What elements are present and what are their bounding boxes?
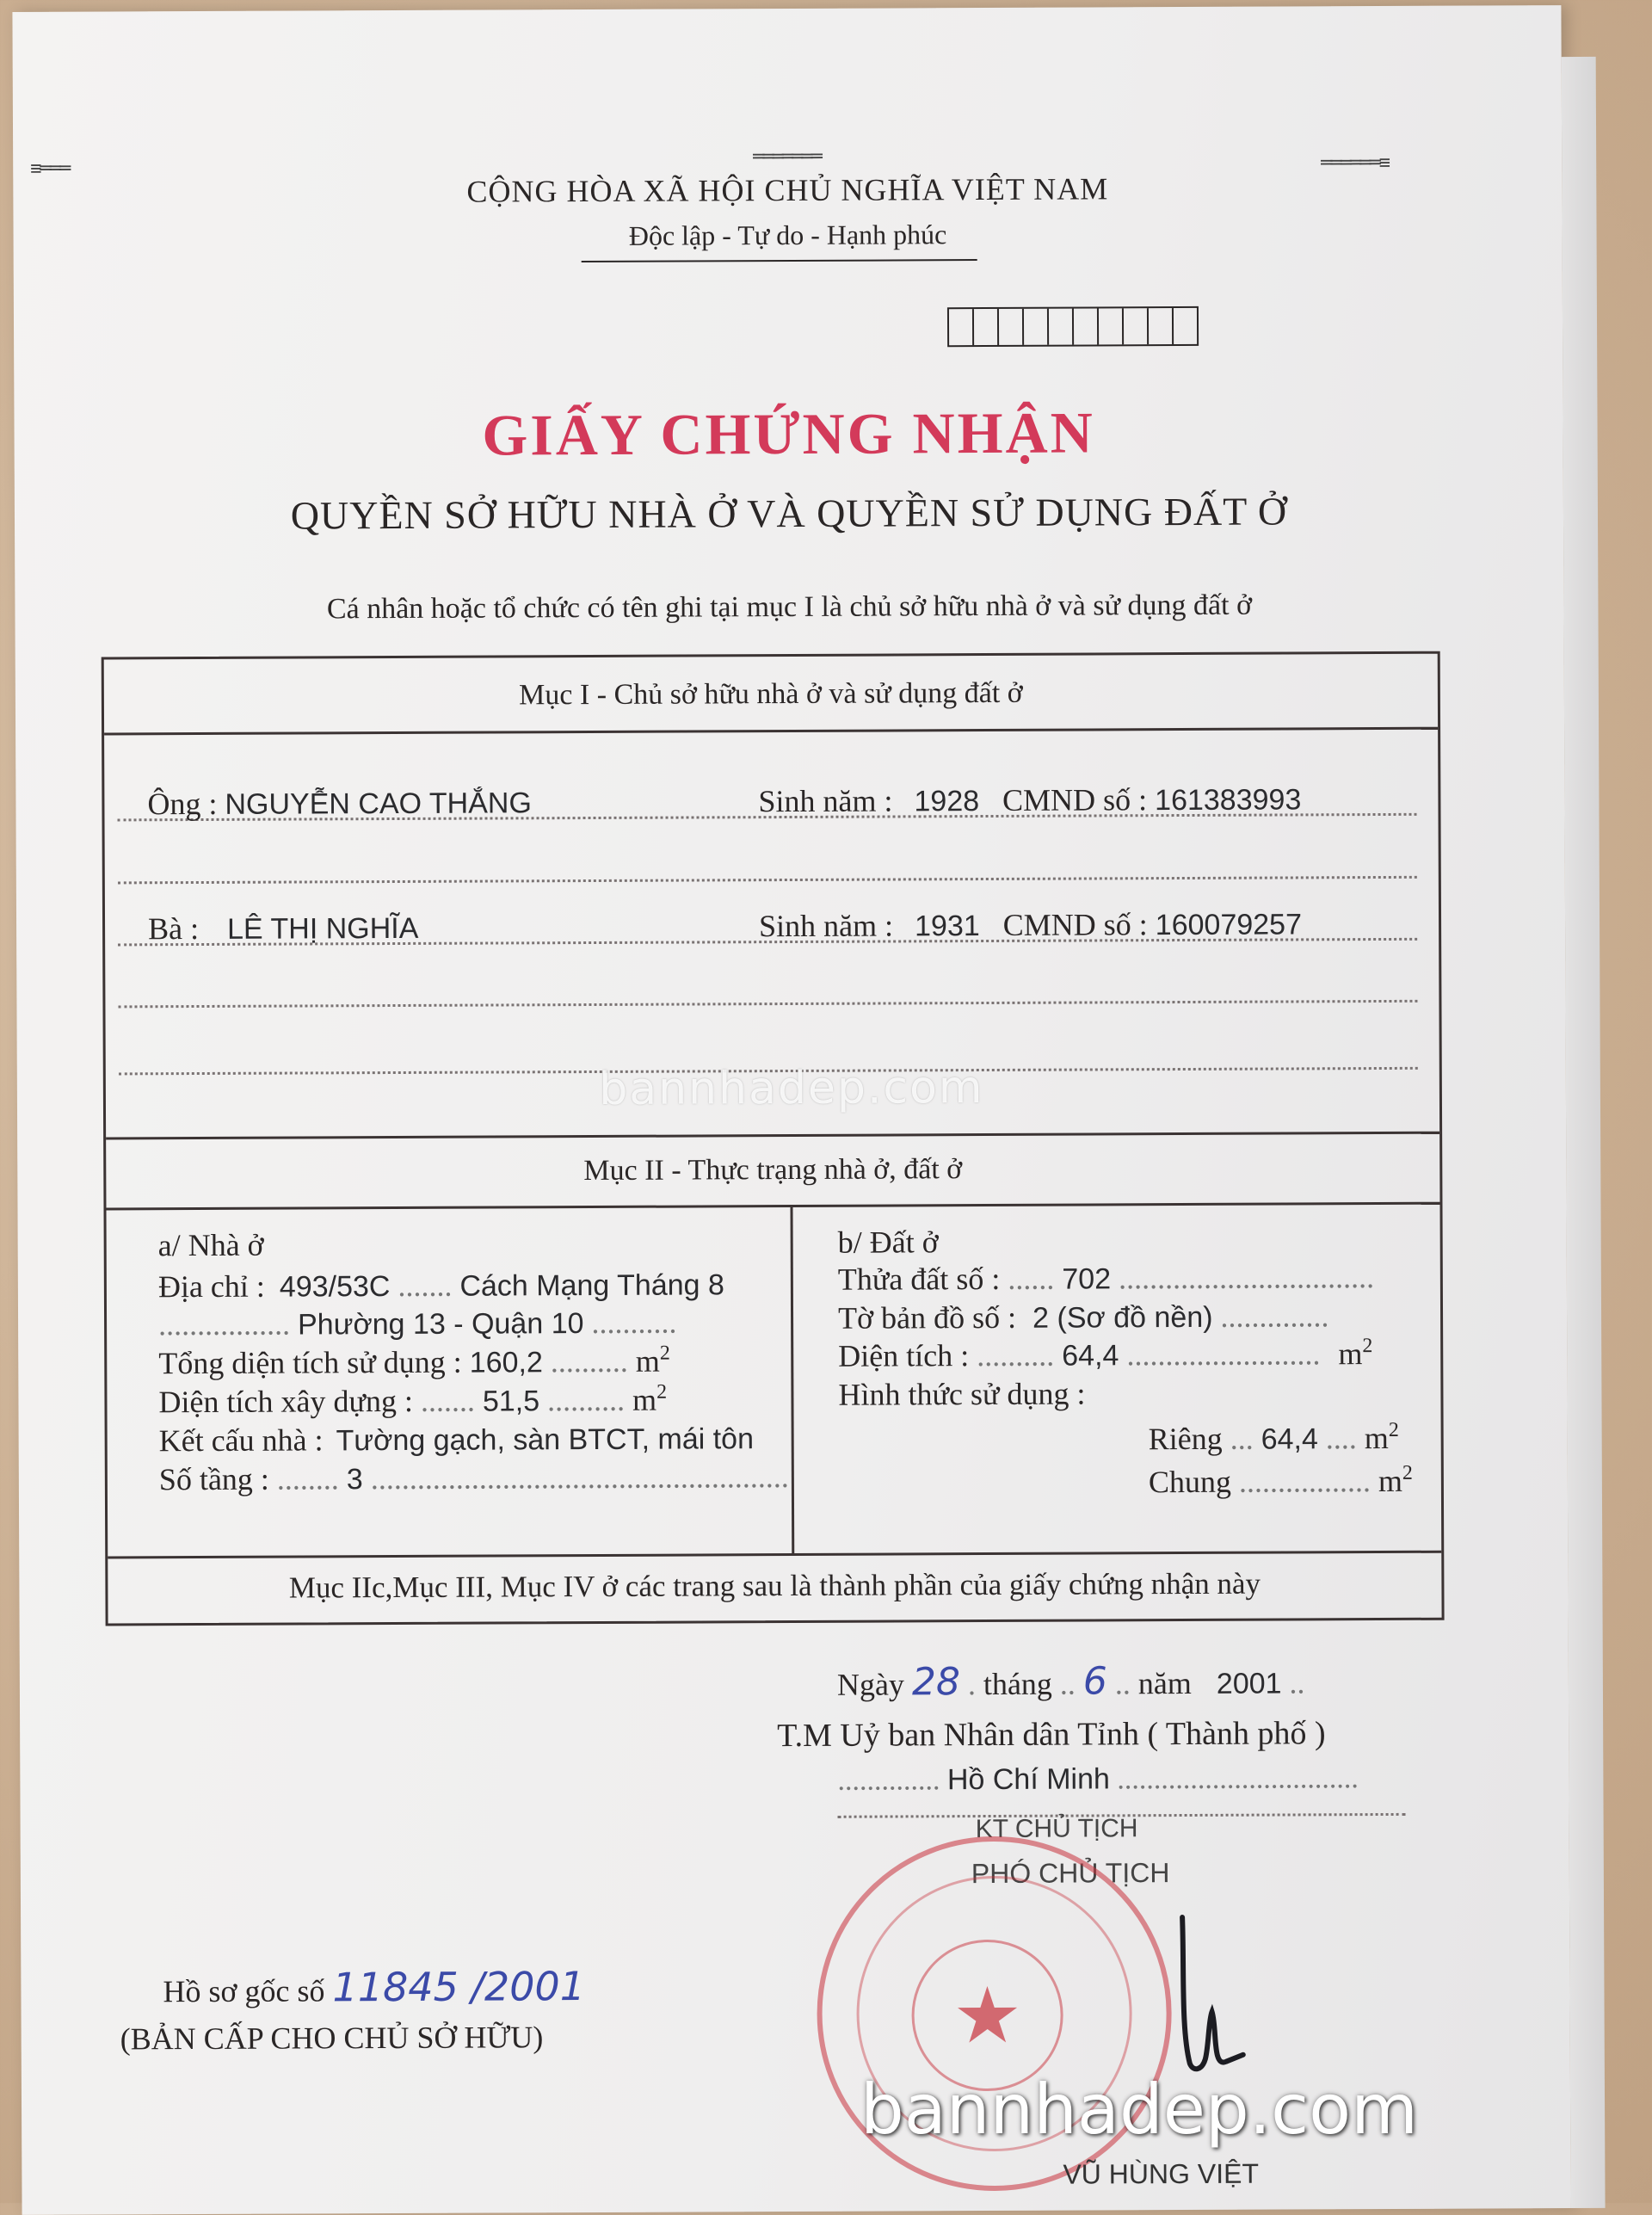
record-row [163, 1963, 585, 2011]
edge-marks-right: ══════≡ [1321, 151, 1389, 175]
dot-filler: ........... [591, 1305, 677, 1341]
dot-filler: .... [1325, 1421, 1357, 1456]
dot-filler: ................................. [1118, 1260, 1375, 1296]
floors-row [159, 1459, 789, 1497]
edge-marks-mid: ═══════ [753, 145, 821, 169]
dot-filler: ......................... [1126, 1336, 1321, 1373]
owner2-id: 160079257 [1155, 908, 1303, 942]
owner1-name: NGUYỄN CAO THẮNG [225, 787, 532, 821]
floors-label: Số tầng : [158, 1461, 269, 1497]
dot-filler: ....... [398, 1268, 453, 1303]
private-value: 64,4 [1261, 1422, 1318, 1456]
total-area-value: 160,2 [469, 1346, 543, 1379]
dot-filler: .. [1059, 1666, 1076, 1701]
build-area-value: 51,5 [482, 1385, 540, 1418]
dot-filler: . [967, 1667, 976, 1702]
private-row [1149, 1420, 1399, 1457]
private-label: Riêng [1148, 1421, 1223, 1457]
dot-filler: .......... [550, 1343, 628, 1379]
owner1-row [147, 784, 532, 822]
signer-name: VŨ HÙNG VIỆT [1063, 2157, 1260, 2190]
certificate-subtitle: QUYỀN SỞ HỮU NHÀ Ở VÀ QUYỀN SỬ DỤNG ĐẤT Ở [290, 489, 1288, 538]
usage-label: Hình thức sử dụng : [838, 1376, 1086, 1412]
owner1-birth: 1928 [914, 785, 980, 818]
land-heading: b/ Đất ở [837, 1225, 939, 1260]
parcel-row [838, 1259, 1374, 1298]
section1-title: Mục I - Chủ sở hữu nhà ở và sử dụng đất ở [519, 676, 1023, 712]
footer-divider [108, 1551, 1441, 1559]
owner2-label: Bà : [147, 911, 200, 947]
year-value: 2001 [1216, 1667, 1282, 1700]
address-ward: Phường 13 - Quận 10 [298, 1307, 584, 1342]
address-street: Cách Mạng Tháng 8 [459, 1268, 724, 1303]
dot-filler: ....... [420, 1383, 476, 1418]
dot-filler: ................. [157, 1306, 291, 1342]
dot-filler: ........ [276, 1461, 339, 1496]
section1-divider [104, 727, 1438, 736]
record-number: 11845 /2001 [332, 1963, 586, 2011]
details-frame [102, 651, 1445, 1626]
build-area-row [158, 1382, 667, 1421]
edge-marks-left: ≡═══ [30, 157, 70, 180]
certificate-title: GIẤY CHỨNG NHẬN [482, 399, 1095, 468]
country-header: CỘNG HÒA XÃ HỘI CHỦ NGHĨA VIỆT NAM [466, 171, 1109, 209]
motto-underline [582, 259, 977, 262]
structure-label: Kết cấu nhà : [158, 1422, 324, 1459]
shared-label: Chung [1148, 1464, 1231, 1500]
parcel-label: Thửa đất số : [837, 1261, 1001, 1297]
structure-row [159, 1420, 754, 1459]
dot-filler: ... [1230, 1421, 1254, 1456]
unit-superscript: 2 [1362, 1335, 1373, 1358]
map-row [838, 1298, 1329, 1336]
dot-filler: .......... [977, 1337, 1055, 1373]
ward-row [158, 1305, 677, 1343]
role-pho-chu-tich: PHÓ CHỦ TỊCH [971, 1857, 1170, 1890]
owner2-birth-label: Sinh năm : [758, 908, 894, 944]
owner1-label: Ông : [147, 786, 218, 822]
owner2-birth-row [759, 905, 1302, 944]
dot-filler: ................................. [1117, 1762, 1359, 1796]
total-area-unit: m [635, 1343, 660, 1379]
build-area-unit: m [632, 1382, 657, 1417]
footer-note: Mục IIc,Mục III, Mục IV ở các trang sau là thành phần của giấy chứng nhận này [288, 1566, 1261, 1605]
authority-city-row [837, 1762, 1359, 1798]
intro-text: Cá nhân hoặc tổ chức có tên ghi tại mục I là chủ sở hữu nhà ở và sử dụng đất ở [326, 589, 1253, 626]
signature [1122, 1899, 1312, 2089]
map-value: 2 (Sơ đồ nền) [1032, 1300, 1213, 1335]
dot-filler: .............. [1220, 1299, 1329, 1334]
structure-value: Tường gạch, sàn BTCT, mái tôn [336, 1422, 755, 1458]
land-area-unit: m [1338, 1336, 1363, 1372]
section2-divider [106, 1202, 1439, 1211]
map-label: Tờ bản đồ số : [837, 1299, 1017, 1336]
unit-superscript: 2 [656, 1380, 668, 1404]
section2-column-divider [790, 1205, 794, 1553]
house-heading: a/ Nhà ở [157, 1227, 264, 1263]
role-kt-chu-tich: KT CHỦ TỊCH [975, 1814, 1138, 1844]
owner2-name: LÊ THỊ NGHĨA [226, 911, 419, 946]
certificate-page [12, 5, 1570, 2215]
land-area-value: 64,4 [1062, 1339, 1119, 1373]
year-label: năm [1137, 1665, 1192, 1701]
land-area-row [838, 1336, 1372, 1374]
national-emblem-icon: ★ [911, 1940, 1063, 2092]
section2-top-divider [106, 1132, 1439, 1140]
watermark-large: bannhadep.com [860, 2070, 1419, 2150]
address-number: 493/53C [279, 1270, 391, 1304]
record-label: Hồ sơ gốc số [163, 1973, 325, 2009]
watermark-mid: bannhadep.com [599, 1062, 984, 1115]
motto: Độc lập - Tự do - Hạnh phúc [628, 219, 947, 251]
authority-line: T.M Uỷ ban Nhân dân Tỉnh ( Thành phố ) [777, 1715, 1326, 1755]
shared-unit: m [1378, 1463, 1403, 1499]
owner2-birth: 1931 [915, 910, 980, 943]
floors-value: 3 [346, 1463, 363, 1496]
owner1-birth-row [758, 780, 1301, 819]
dot-filler: .............. [837, 1764, 940, 1797]
build-area-label: Diện tích xây dựng : [158, 1383, 414, 1420]
dot-filler: ................. [1238, 1464, 1371, 1499]
land-area-label: Diện tích : [838, 1338, 970, 1373]
issue-date [837, 1658, 1305, 1704]
serial-number-boxes [947, 306, 1199, 347]
month-label: tháng [983, 1666, 1052, 1702]
month-value: 6 [1082, 1659, 1107, 1704]
total-area-row [158, 1343, 670, 1382]
dot-filler: .. [1289, 1665, 1305, 1700]
day-label: Ngày [836, 1667, 904, 1702]
unit-superscript: 2 [659, 1342, 670, 1365]
authority-city: Hồ Chí Minh [946, 1762, 1110, 1797]
dot-filler: ...................................................... [370, 1459, 789, 1496]
owner2-id-label: CMND số : [1002, 907, 1148, 942]
page-edge [1562, 57, 1606, 2208]
owner1-id-label: CMND số : [1002, 782, 1148, 818]
address-label: Địa chỉ : [157, 1268, 265, 1305]
shared-row [1149, 1463, 1413, 1500]
private-unit: m [1364, 1420, 1389, 1456]
copy-note: (BẢN CẤP CHO CHỦ SỞ HỮU) [120, 2020, 544, 2057]
total-area-label: Tổng diện tích sử dụng : [158, 1344, 462, 1381]
unit-superscript: 2 [1402, 1461, 1413, 1484]
blank-dotline-2 [118, 1000, 1417, 1009]
dot-filler: .......... [547, 1382, 626, 1418]
unit-superscript: 2 [1388, 1418, 1399, 1441]
section2-title: Mục II - Thực trạng nhà ở, đất ở [583, 1153, 963, 1188]
parcel-value: 702 [1062, 1262, 1112, 1296]
address-row [158, 1266, 724, 1305]
owner2-row [148, 910, 418, 947]
owner1-id: 161383993 [1155, 783, 1302, 818]
dot-filler: .. [1114, 1666, 1131, 1701]
owner1-birth-label: Sinh năm : [758, 783, 893, 819]
day-value: 28 [911, 1660, 960, 1705]
blank-dotline-1 [118, 876, 1417, 885]
dot-filler: ...... [1008, 1261, 1055, 1296]
